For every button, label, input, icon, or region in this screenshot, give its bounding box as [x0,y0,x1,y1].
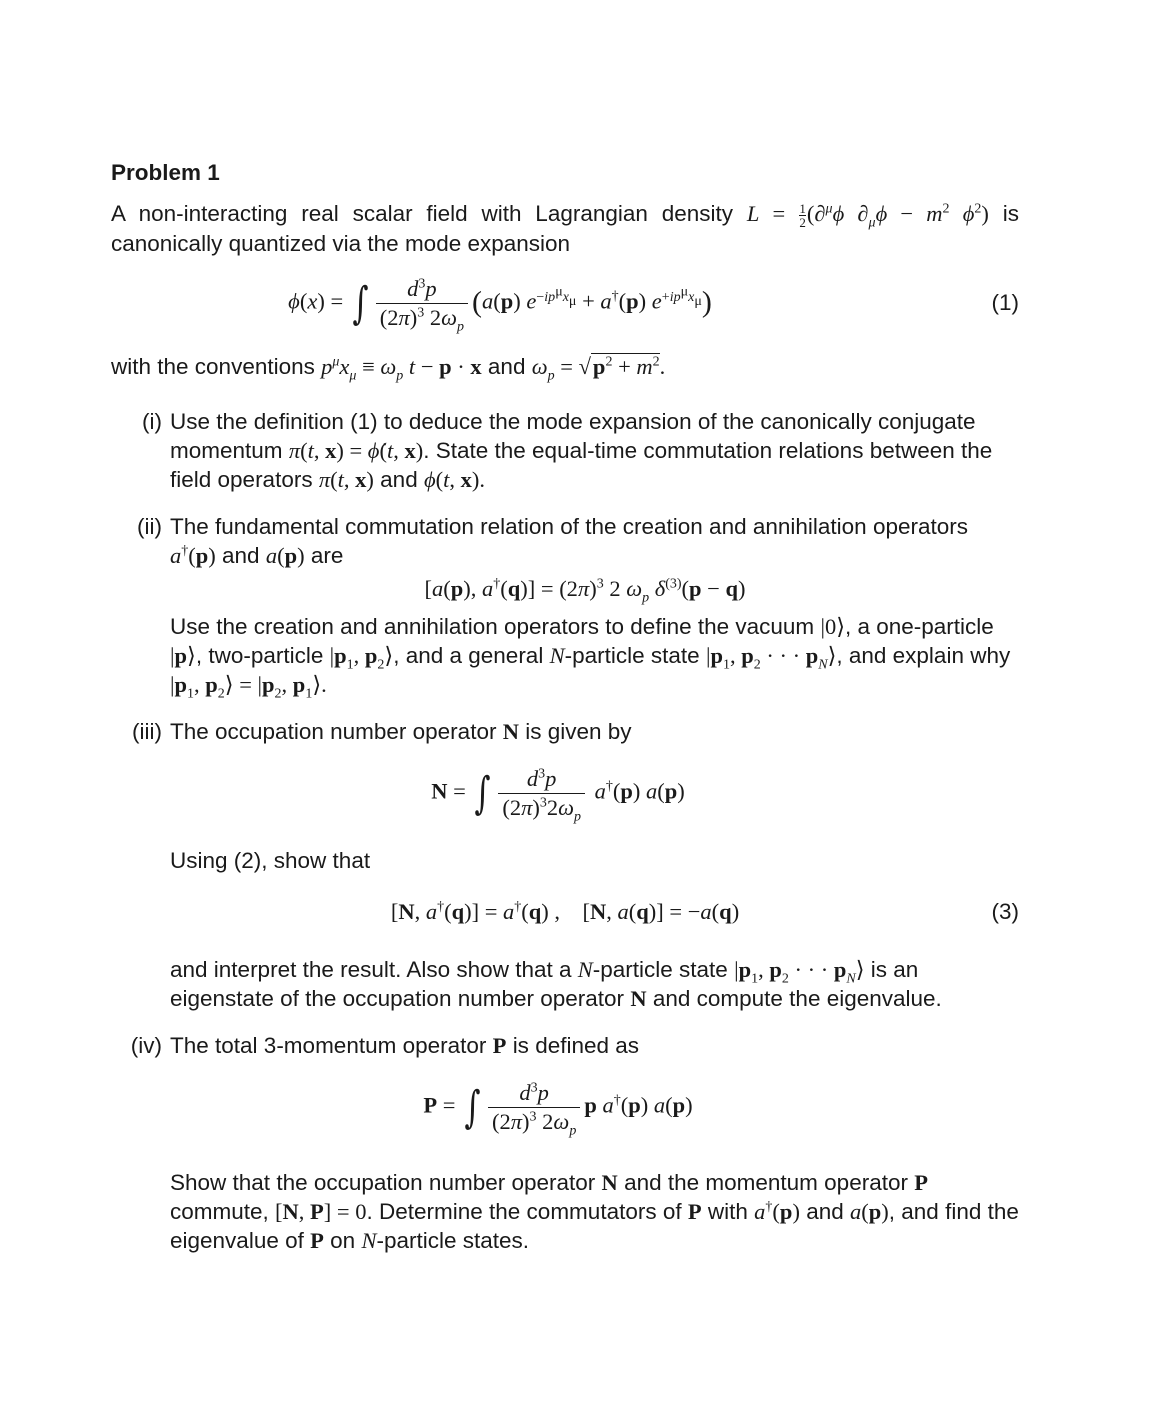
problem-title: Problem 1 [111,160,220,185]
intro-text-2: is canonically quantized via the mode expansion [111,201,1019,257]
number-operator-symbol-2: N [630,986,647,1012]
problem-page [111,158,1019,1255]
part-iv-text-2: is defined as [512,1033,640,1059]
part-ii-text-7: , and a general [393,643,544,669]
part-iv-text-5: commute, [170,1199,269,1225]
part-iii [111,717,1019,746]
part-iv-text-7: with [707,1199,748,1225]
part-iii-text-2: is given by [525,719,632,745]
equation-3 [111,875,1019,941]
momentum-definition-formula: π(t, x) = ϕ̇(t, x) [288,438,424,464]
equation-2 [111,570,1019,614]
convention-formula-1: $p^\mu x_\mu \equiv \omega_p$ t − p · x [321,354,482,384]
part-iii-using: Using (2), show that [170,848,371,874]
part-ii-body [111,612,1019,702]
annihilation-operator-formula: a(p) [265,543,305,569]
commutator-formula: [a(p), $a^\dagger(q)] = (2\pi)^3$ 2 $\omega_p$ $\delta^{(3)}(p - q)$ [424,576,746,606]
part-iv-label: (iv) [130,1033,162,1059]
part-iii-text-6: is an eigenstate of the occupation number operator [170,957,919,1012]
part-i-text-1: Use the definition (1) to deduce the mode expansion of the canonically conjugate momentum [170,409,976,464]
part-iii-body [111,955,1019,1013]
lagrangian-formula: L = $\frac{1}{2}$ (∂$^\mu$ϕ $\partial_\mu\phi - m^2$ $\phi^2$) [746,201,989,231]
n-particle-state-formula-iii: $|p_1$, $p_2$ · · · $p_N⟩$ [734,957,865,987]
part-ii-text-2: and [222,543,260,569]
number-operator-symbol-3: N [601,1170,618,1196]
part-iii-label: (iii) [132,719,162,745]
part-ii [111,512,1019,570]
momentum-operator-formula: P = ∫ $\frac{d^3p}{(2\pi)^3 2\omega_p}$ p a†(p) a(p) [423,1080,693,1139]
commute-formula: [N, P] = 0 [275,1199,367,1225]
number-operator-formula: N = ∫ $\frac{d^3p}{(2\pi)^32\omega_p}$ a†(p) a(p) [431,766,685,825]
one-particle-state-formula: |p⟩ [170,643,196,669]
part-iv-text-10: on [330,1228,356,1254]
part-ii-text-8: -particle state [564,643,700,669]
number-operator-equation [111,746,1019,846]
pi-field-formula: π(t, x) [318,467,374,493]
conventions-and: and [487,354,526,380]
creation-operator-formula: a†(p) [170,543,216,569]
momentum-operator-symbol: P [492,1033,507,1059]
symmetry-formula: $|p_1$, $p_2⟩ = |p_2$, $p_1⟩$. [170,672,327,702]
part-iii-text-1: The occupation number operator [170,719,497,745]
part-i-label: (i) [142,409,162,435]
part-ii-text-1: The fundamental commutation relation of the creation and annihilation operators [170,514,968,540]
number-operator-symbol: N [502,719,519,745]
mode-expansion-formula: ϕ(x) = ∫ $\frac{d^3p}{(2\pi)^3 2\omega_p}$ (a(p) $e^{-ip^\mu x_\mu} + a^\dagger(p)$ $e^{+ip^\mu x_\mu}$) [288,276,712,335]
convention-formula-2: $\omega_p = √p^2 + m^2$. [531,354,666,384]
part-ii-text-9: , and explain why [836,643,1011,669]
part-ii-text-3: are [310,543,344,569]
part-iv-text-8: and [806,1199,844,1225]
part-i-text-3: and [380,467,418,493]
equation-1-number: (1) [991,290,1019,316]
number-commutator-formula: [N, a†(q)] = a†(q) , [N, a(q)] = −a(q) [390,899,740,925]
creation-operator-formula-iv: a†(p) [754,1199,800,1225]
part-iv-text-1: The total 3-momentum operator [170,1033,487,1059]
part-iv-text-3: Show that the occupation number operator [170,1170,596,1196]
part-ii-text-6: , two-particle [195,643,324,669]
part-iv-body [111,1168,1019,1255]
conventions-line [111,352,1019,384]
momentum-operator-equation [111,1060,1019,1164]
n-symbol-iii: N [577,957,593,983]
part-iii-text-5: -particle state [592,957,728,983]
n-symbol-iv: N [361,1228,377,1254]
equation-3-number: (3) [991,899,1019,925]
part-iii-text-4: and interpret the result. Also show that a [170,957,572,983]
momentum-operator-symbol-2: P [914,1170,928,1196]
n-particle-state-formula: $|p_1$, $p_2$ · · · $p_N⟩$ [705,643,837,673]
momentum-operator-symbol-4: P [310,1228,324,1254]
part-ii-label: (ii) [137,514,162,540]
part-ii-text-5: , a one-particle [844,614,994,640]
conventions-prefix: with the conventions [111,354,315,380]
part-iii-text-7: and compute the eigenvalue. [652,986,942,1012]
part-iv-text-11: -particle states. [376,1228,530,1254]
equation-1 [111,258,1019,346]
two-particle-state-formula: $|p_1$, $p_2⟩$ [329,643,394,673]
vacuum-state-formula: |0⟩ [820,614,845,640]
n-symbol: N [549,643,565,669]
part-i-text-2: . State the equal-time commutation relations between the field operators [170,438,993,493]
phi-field-formula: ϕ(t, x). [423,467,486,493]
part-i [111,407,1019,494]
annihilation-operator-formula-iv: a(p) [850,1199,889,1225]
part-iv [111,1031,1019,1060]
part-ii-text-4: Use the creation and annihilation operators to define the vacuum [170,614,815,640]
part-iv-text-6: . Determine the commutators of [366,1199,682,1225]
momentum-operator-symbol-3: P [687,1199,702,1225]
part-iv-text-9: , and find the eigenvalue of [170,1199,1019,1254]
intro-text-1: A non-interacting real scalar field with Lagrangian density [111,201,734,226]
intro-paragraph [111,199,1019,258]
part-iv-text-4: and the momentum operator [624,1170,908,1196]
